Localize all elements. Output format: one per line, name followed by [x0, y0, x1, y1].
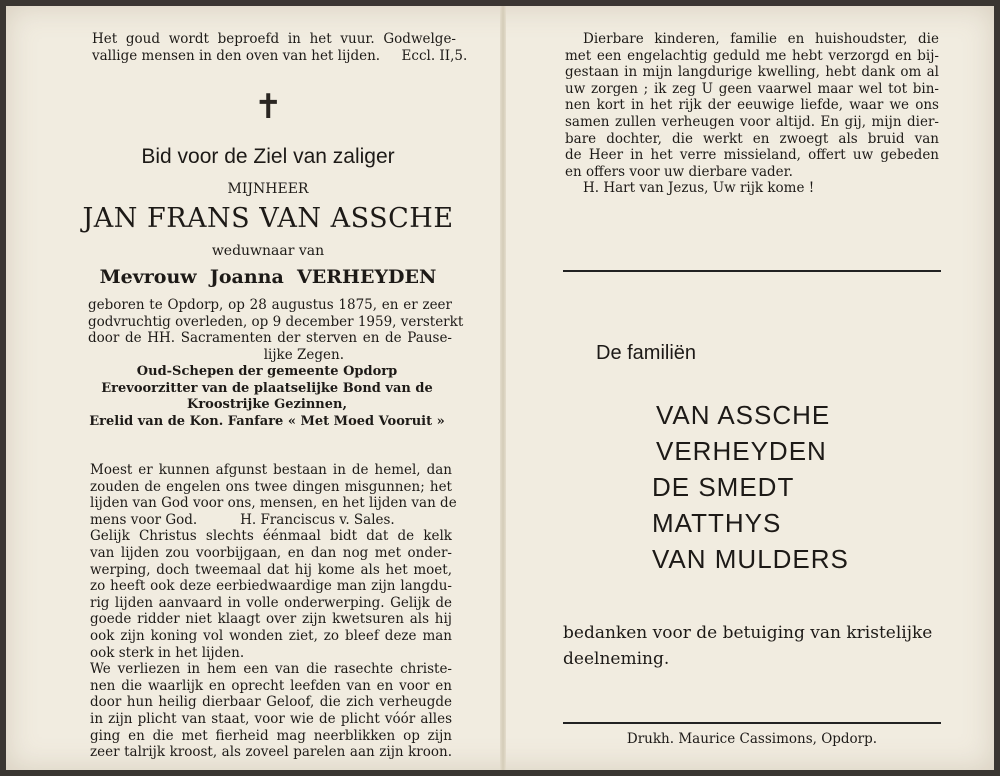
deceased-name: JAN FRANS VAN ASSCHE — [82, 203, 454, 234]
cross-icon: ✝ — [254, 87, 283, 127]
thanks-text: bedanken voor de betuiging van kristelijke deelneming. — [563, 623, 933, 669]
epigraph: Het goud wordt beproefd in het vuur. Godwelge- vallige mensen in den oven van het lijden. Eccl. II,5. — [92, 31, 468, 64]
honorary-titles: Oud-Schepen der gemeente Opdorp Erevoorzitter van de plaatselijke Bond van de Kroostrijke Gezinnen, Erelid van de Kon. Fanfare « Met Moed Vooruit » — [89, 364, 445, 429]
family-name: VAN MULDERS — [652, 544, 849, 574]
family-name: VERHEYDEN — [656, 436, 827, 466]
family-name: VAN ASSCHE — [656, 400, 831, 430]
meditation-text: Moest er kunnen afgunst bestaan in de hemel, dan zouden de engelen ons twee dingen misgunnen; het lijden van God voor ons, mensen, en het lijden van de mens voor God. H. Franciscus v. Sales. Gelijk Christus slechts éénmaal bidt dat de kelk van lijden zou voorbijgaan, en dan nog met onder- werping, doch tweemaal dat hij kome als het moet, zo heeft ook deze eerbiedwaardige man zijn langdu- rig lijden aanvaard in volle onderwerping. Gelijk de goede ridder niet klaagt over zijn kwetsuren als hij ook zijn koning vol wonden ziet, zo bleef deze man ook sterk in het lijden. We verliezen in hem een van die rasechte christe- nen die waarlijk en oprecht leefden van en voor en door hun heilig dierbaar Geloof, die zich verheugde in zijn plicht van staat, voor wie de plicht vóór alles ging en die met fierheid mag neerblikken op zijn zeer talrijk kroost, als zoveel parelen aan zijn kroon. — [90, 462, 457, 761]
farewell-text: Dierbare kinderen, familie en huishoudster, die met een engelachtig geduld me hebt verzorgd en bij- gestaan in mijn langdurige kwelling, hebt dank om al uw zorgen ; ik zeg U geen vaarwel maar wel tot bin- nen kort in het rijk der eeuwige liefde, waar we ons samen zullen verheugen voor altijd. En gij, mijn dier- bare dochter, die werkt en zwoegt als bruid van de Heer in het verre missieland, offert uw gebeden en offers voor uw dierbare vader. — [565, 31, 939, 180]
divider-bottom — [563, 722, 941, 724]
printer-credit: Drukh. Maurice Cassimons, Opdorp. — [626, 731, 878, 747]
divider-top — [563, 270, 941, 272]
widower-of: weduwnaar van — [211, 243, 325, 259]
center-fold — [500, 6, 506, 770]
families-heading: De familiën — [596, 342, 697, 364]
prayer-heading: Bid voor de Ziel van zaliger — [141, 145, 395, 168]
family-names — [652, 397, 849, 577]
family-name: MATTHYS — [652, 508, 782, 538]
biography: geboren te Opdorp, op 28 augustus 1875, en er zeer godvruchtig overleden, op 9 december 1959, versterkt door de HH. Sacramenten der sterven en de Pause- lijke Zegen. — [88, 297, 464, 363]
honorific: MIJNHEER — [227, 181, 309, 197]
spouse-name: Mevrouw Joanna VERHEYDEN — [99, 266, 437, 288]
family-name: DE SMEDT — [652, 472, 795, 502]
invocation: H. Hart van Jezus, Uw rijk kome ! — [583, 180, 815, 196]
